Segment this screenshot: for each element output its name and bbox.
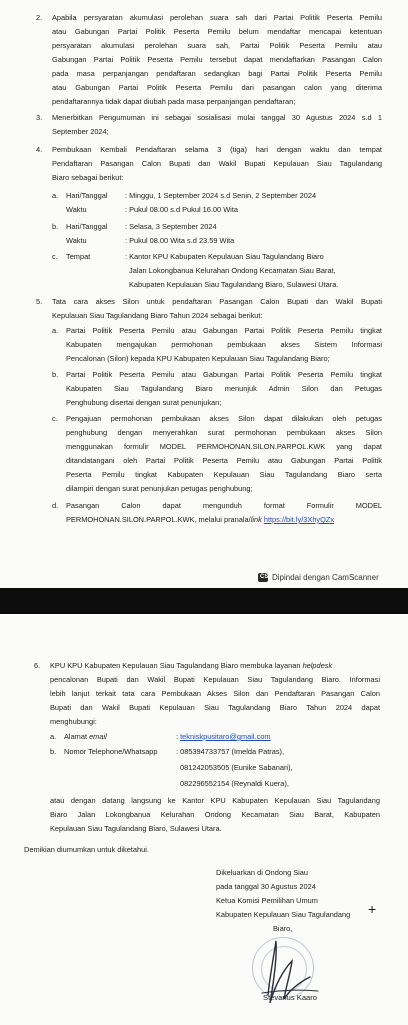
item-6-closing: Kepulauan Siau Tagulandang Biaro, Sulawesi Utara. xyxy=(50,824,222,833)
item-4a-label: Hari/Tanggal xyxy=(66,191,108,200)
item-6-line: Bupati dan Wakil Bupati Kepulauan Siau Tagulandang Biaro Tahun 2024 dapat xyxy=(50,703,380,712)
item-4b-letter: b. xyxy=(52,222,59,231)
item-5c-letter: c. xyxy=(52,414,58,423)
item-6a-letter: a. xyxy=(50,732,57,741)
item-5c-line: Peserta Pemilu tingkat Kabupaten Kepulauan Siau Tagulandang Biaro serta xyxy=(66,470,382,479)
item-5a-line: Pencalonan (Silon) kepada KPU Kabupaten Kepulauan Siau Tagulandang Biaro; xyxy=(66,354,330,363)
item-4b-value: : Pukul 08.00 Wita s.d 23.59 Wita xyxy=(125,236,235,245)
item-3-number: 3. xyxy=(36,113,43,122)
signatory-title: Ketua Komisi Pemilihan Umum xyxy=(216,896,318,905)
item-4a-label: Waktu xyxy=(66,205,87,214)
item-5b-line: Penghubung disertai dengan surat penunjukan; xyxy=(66,398,222,407)
handwritten-mark: + xyxy=(368,901,377,917)
signatory-title: Biaro, xyxy=(273,924,293,933)
form-download-link[interactable]: https://bit.ly/3XhyQZx xyxy=(263,515,335,524)
issued-date: pada tanggal 30 Agustus 2024 xyxy=(216,882,316,891)
item-6-line: lebih lanjut terkait tata cara Pembukaan Akses Silon dan Pendaftaran Pasangan Calon xyxy=(50,689,380,698)
item-3-line: September 2024; xyxy=(52,127,109,136)
item-5b-line: Partai Politik Peserta Pemilu atau Gabungan Partai Politik Peserta Pemilu tingkat xyxy=(66,370,382,379)
email-label xyxy=(64,732,107,741)
item-4c-value: : Kantor KPU Kabupaten Kepulauan Siau Tagulandang Biaro xyxy=(125,252,324,261)
item-4b-value: : Selasa, 3 September 2024 xyxy=(125,222,217,231)
item-4c-letter: c. xyxy=(52,252,58,261)
item-4b-label: Waktu xyxy=(66,236,87,245)
item-5d-line: Pasangan Calon dapat mengunduh format Formulir MODEL xyxy=(66,501,382,510)
phone-number: : 085394733757 (Imelda Patras), xyxy=(176,747,285,756)
item-5c-line: Pengajuan permohonan pembukaan akses Silon dapat dilakukan oleh petugas xyxy=(66,414,382,423)
phone-number: 081242053505 (Eunike Sabanari), xyxy=(180,763,293,772)
item-4-line: Biaro sebagai berikut: xyxy=(52,173,124,182)
item-2-line: Gabungan Partai Politik Peserta Pemilu tersebut dapat mendaftarkan Pasangan Calon xyxy=(52,55,382,64)
item-4c-value: Kabupaten Kepulauan Siau Tagulandang Biaro, Sulawesi Utara. xyxy=(129,280,339,289)
item-5c-line: ditandatangani oleh Partai Politik Peserta Pemilu atau Gabungan Partai Politik xyxy=(66,456,382,465)
item-6-number: 6. xyxy=(34,661,41,670)
email-label-text: Alamat xyxy=(64,732,90,741)
item-6b-letter: b. xyxy=(50,747,57,756)
item-5a-line: Kabupaten mengajukan permohonan pembukaan akses Sistem Informasi xyxy=(66,340,382,349)
signatory-title: Kabupaten Kepulauan Siau Tagulandang xyxy=(216,910,351,919)
item-5-line: Kepulauan Siau Tagulandang Biaro Tahun 2024 sebagai berikut: xyxy=(52,311,263,320)
item-4b-label: Hari/Tanggal xyxy=(66,222,108,231)
item-4c-value: Jalan Lokongbanua Kelurahan Ondong Kecamatan Siau Barat, xyxy=(129,266,336,275)
item-4-number: 4. xyxy=(36,145,43,154)
item-5-line: Tata cara akses Silon untuk pendaftaran Pasangan Calon Bupati dan Wakil Bupati xyxy=(52,297,382,306)
phone-label: Nomor Telephone/Whatsapp xyxy=(64,747,158,756)
item-4a-value: : Pukul 08.00 s.d Pukul 16.00 Wita xyxy=(125,205,238,214)
item-2-line: atau Gabungan Partai Politik Peserta Pemilu dari pasangan calon yang diterima xyxy=(52,83,382,92)
item-5d-italic: link xyxy=(250,515,262,524)
issued-place: Dikeluarkan di Ondong Siau xyxy=(216,868,309,877)
item-6-line xyxy=(50,661,332,670)
item-6-line: pencalonan Bupati dan Wakil Bupati Kepulauan Siau Tagulandang Biaro. Informasi xyxy=(50,675,380,684)
item-6-italic: helpdesk xyxy=(302,661,333,670)
signatory-name: Stevanus Kaaro xyxy=(263,993,318,1002)
item-6-closing: Biaro Jalan Lokongbanua Kelurahan Ondong Kecamatan Siau Barat, Kabupaten xyxy=(50,810,380,819)
item-2-number: 2. xyxy=(36,13,43,22)
item-5d-line xyxy=(66,515,334,524)
email-link[interactable]: tekniskpusitaro@gmail.com xyxy=(180,732,271,741)
item-4a-letter: a. xyxy=(52,191,59,200)
item-6-text: KPU KPU Kabupaten Kepulauan Siau Tagulandang Biaro membuka layanan xyxy=(50,661,303,670)
item-3-line: Menerbitkan Pengumuman ini sebagai sosialisasi mulai tanggal 30 Agustus 2024 s.d 1 xyxy=(52,113,382,122)
handwritten-signature xyxy=(240,925,350,1015)
item-2-line: atau Gabungan Partai Politik Peserta Pemilu belum mendaftar mencapai ketentuan xyxy=(52,27,382,36)
item-2-line: pendaftarannya tidak dapat diubah pada masa perpanjangan pendaftaran; xyxy=(52,97,296,106)
item-5b-letter: b. xyxy=(52,370,59,379)
item-5d-text: PERMOHONAN.SILON.PARPOL.KWK, melalui pranala/ xyxy=(66,515,251,524)
item-4a-value: : Minggu, 1 September 2024 s.d Senin, 2 September 2024 xyxy=(125,191,317,200)
page-separator xyxy=(0,588,408,614)
item-5a-line: Partai Politik Peserta Pemilu atau Gabungan Partai Politik Peserta Pemilu tingkat xyxy=(66,326,382,335)
item-6-closing: atau dengan datang langsung ke Kantor KPU Kabupaten Kepulauan Siau Tagulandang xyxy=(50,796,380,805)
item-6-line: menghubungi: xyxy=(50,717,97,726)
announcement-statement: Demikian diumumkan untuk diketahui. xyxy=(24,845,149,854)
item-2-line: persyaratan akumulasi perolehan suara sah, Partai Politik Peserta Pemilu atau xyxy=(52,41,382,50)
item-5c-line: penghubung dengan menyerahkan surat permohonan pembukaan akses Silon xyxy=(66,428,382,437)
email-label-italic: email xyxy=(89,732,107,741)
item-4-line: Pembukaan Kembali Pendaftaran selama 3 (tiga) hari dengan waktu dan tempat xyxy=(52,145,382,154)
phone-number: 082296552154 (Reynaldi Kuera), xyxy=(180,779,289,788)
item-5b-line: Kabupaten Siau Tagulandang Biaro menunjuk Admin Silon dan Petugas xyxy=(66,384,382,393)
item-2-line: pada masa perpanjangan pendaftaran sedangkan bagi Partai Politik Peserta Pemilu xyxy=(52,69,382,78)
item-2-line: Apabila persyaratan akumulasi perolehan suara sah dari Partai Politik Peserta Pemilu xyxy=(52,13,382,22)
item-4-line: Pendaftaran Pasangan Calon Bupati dan Wakil Bupati Kepulauan Siau Tagulandang xyxy=(52,159,382,168)
email-address: : tekniskpusitaro@gmail.com xyxy=(176,732,271,741)
item-4c-label: Tempat xyxy=(66,252,91,261)
camscanner-logo-icon: CS xyxy=(260,574,269,580)
item-5c-line: menggunakan formulir MODEL PERMOHONAN.SILON.PARPOL.KWK yang dapat xyxy=(66,442,382,451)
item-5c-line: dilampiri dengan surat penunjukan petugas penghubung; xyxy=(66,484,253,493)
item-5-number: 5. xyxy=(36,297,43,306)
item-5d-letter: d. xyxy=(52,501,59,510)
camscanner-watermark: Dipindai dengan CamScanner xyxy=(272,573,379,582)
item-5a-letter: a. xyxy=(52,326,59,335)
